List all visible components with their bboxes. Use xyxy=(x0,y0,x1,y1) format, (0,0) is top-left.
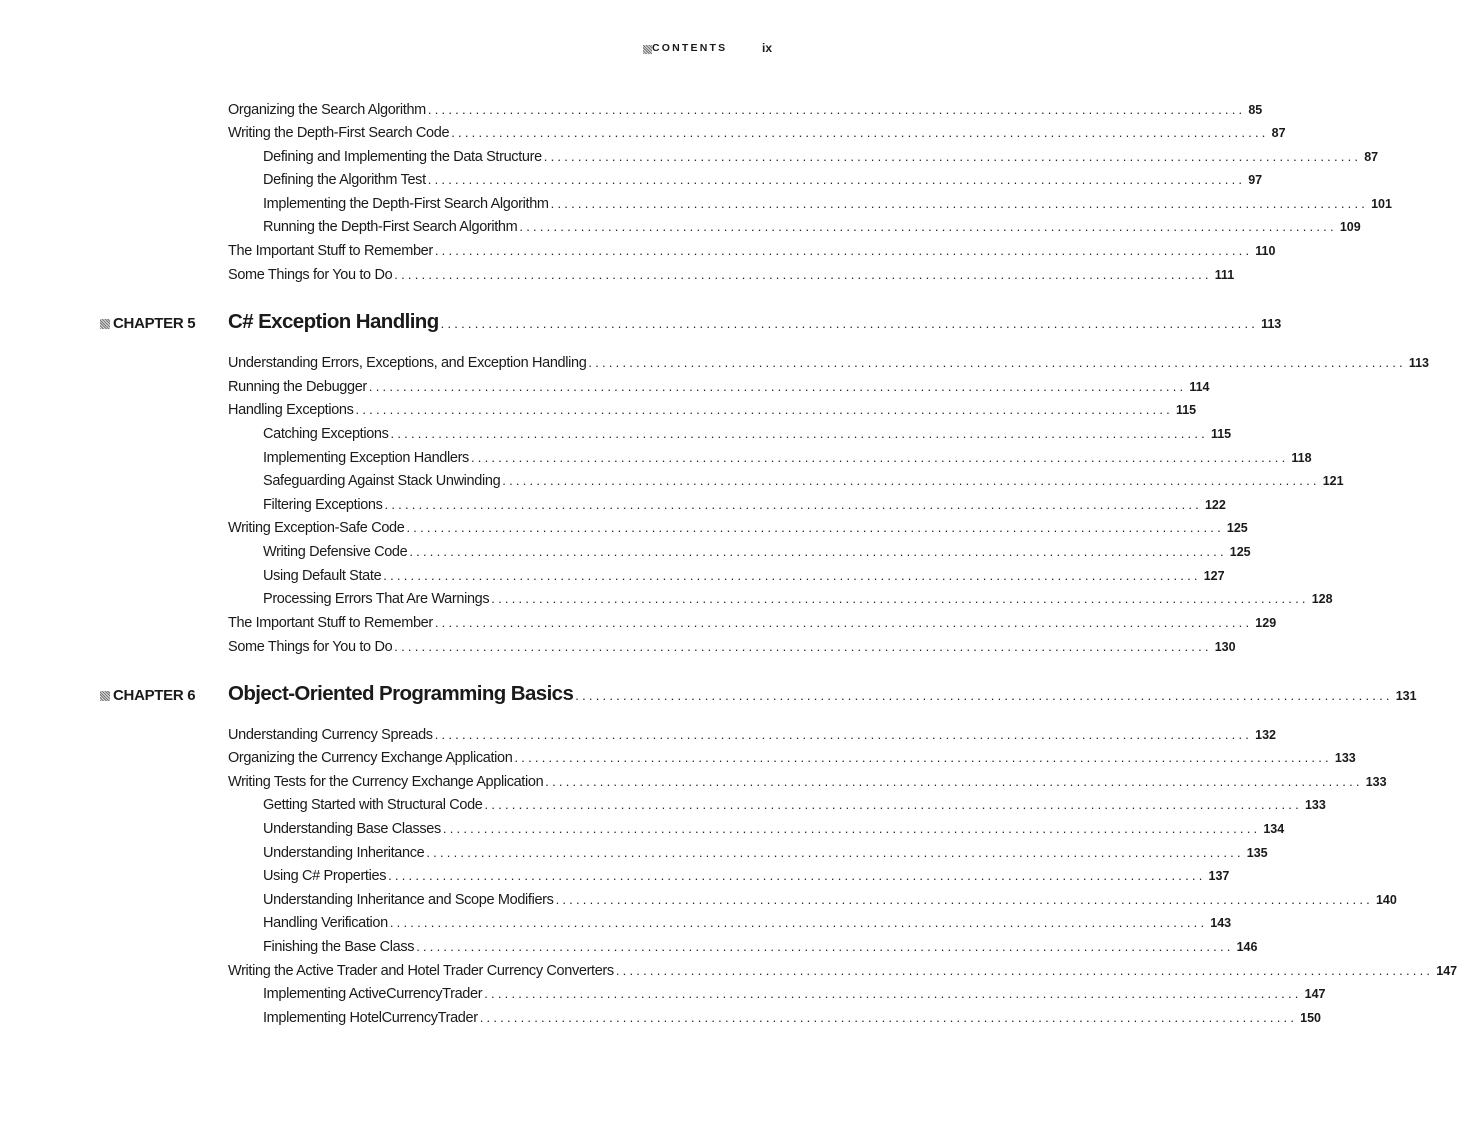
entry-page-number: 134 xyxy=(1263,822,1285,836)
dot-leader: ........................................................................................................................ xyxy=(491,591,1309,606)
entry-title: Defining and Implementing the Data Structure xyxy=(263,149,542,165)
entry-page-number: 130 xyxy=(1214,640,1236,654)
dot-leader: ........................................................................................................................ xyxy=(479,1010,1298,1025)
subsection-entry xyxy=(263,1009,1321,1027)
section-entry xyxy=(228,354,1430,372)
dot-leader: ........................................................................................................................ xyxy=(427,172,1246,187)
entry-page-number: 146 xyxy=(1236,940,1258,954)
entry-title: Implementing ActiveCurrencyTrader xyxy=(263,986,483,1002)
section-entry xyxy=(228,124,1286,142)
section-entry xyxy=(228,614,1277,632)
entry-title: C# Exception Handling xyxy=(228,310,439,333)
subsection-entry xyxy=(263,425,1232,443)
dot-leader: ........................................................................................................................ xyxy=(434,727,1253,742)
entry-page-number: 118 xyxy=(1291,451,1312,465)
subsection-entry xyxy=(263,938,1258,956)
entry-title: Understanding Inheritance and Scope Modifiers xyxy=(263,892,554,908)
entry-page-number: 127 xyxy=(1203,569,1225,583)
entry-page-number: 147 xyxy=(1304,987,1326,1001)
entry-page-number: 110 xyxy=(1255,244,1276,258)
dot-leader: ........................................................................................................................ xyxy=(555,892,1373,907)
entry-title: Filtering Exceptions xyxy=(263,497,383,513)
entry-title: Organizing the Search Algorithm xyxy=(228,102,426,118)
dot-leader: ........................................................................................................................ xyxy=(409,544,1227,559)
subsection-entry xyxy=(263,171,1263,189)
entry-title: Writing Exception-Safe Code xyxy=(228,520,405,536)
entry-title: Handling Exceptions xyxy=(228,402,354,418)
entry-page-number: 125 xyxy=(1229,545,1251,559)
section-entry xyxy=(228,401,1197,419)
subsection-entry xyxy=(263,496,1226,514)
entry-page-number: 133 xyxy=(1304,798,1326,812)
entry-title: The Important Stuff to Remember xyxy=(228,243,433,259)
subsection-entry xyxy=(263,195,1392,213)
entry-page-number: 143 xyxy=(1210,916,1232,930)
entry-page-number: 135 xyxy=(1246,846,1268,860)
dot-leader: ........................................................................................................................ xyxy=(355,402,1173,417)
entry-title: Implementing HotelCurrencyTrader xyxy=(263,1010,478,1026)
subsection-entry xyxy=(263,590,1333,608)
section-entry xyxy=(228,266,1235,284)
subsection-entry xyxy=(263,891,1397,909)
chapter-label xyxy=(100,315,195,332)
entry-page-number: 87 xyxy=(1364,150,1379,164)
section-entry xyxy=(228,773,1387,791)
entry-page-number: 114 xyxy=(1189,380,1210,394)
entry-page-number: 85 xyxy=(1248,103,1263,117)
running-head-section: CONTENTS xyxy=(652,42,728,54)
entry-title: Writing Defensive Code xyxy=(263,544,408,560)
dot-leader: ........................................................................................................................ xyxy=(484,986,1302,1001)
dot-leader: ........................................................................................................................ xyxy=(575,688,1393,703)
dot-leader: ........................................................................................................................ xyxy=(406,520,1224,535)
entry-page-number: 150 xyxy=(1300,1011,1321,1025)
dot-leader: ........................................................................................................................ xyxy=(394,639,1212,654)
entry-page-number: 111 xyxy=(1214,268,1235,282)
section-entry xyxy=(228,101,1263,119)
dot-leader: ........................................................................................................................ xyxy=(434,243,1253,258)
entry-page-number: 131 xyxy=(1395,689,1417,703)
subsection-entry xyxy=(263,985,1326,1003)
entry-title: Implementing the Depth-First Search Algorithm xyxy=(263,196,549,212)
dot-leader: ........................................................................................................................ xyxy=(440,316,1259,331)
section-entry xyxy=(228,519,1248,537)
running-head xyxy=(640,42,780,58)
section-entry xyxy=(228,726,1276,744)
section-entry xyxy=(228,749,1356,767)
entry-title: Understanding Errors, Exceptions, and Exception Handling xyxy=(228,355,587,371)
entry-page-number: 113 xyxy=(1261,317,1282,331)
entry-title: Writing the Depth-First Search Code xyxy=(228,125,450,141)
entry-page-number: 87 xyxy=(1271,126,1286,140)
entry-title: Some Things for You to Do xyxy=(228,639,393,655)
entry-page-number: 113 xyxy=(1408,356,1430,370)
page-number: ix xyxy=(761,41,772,55)
entry-title: Catching Exceptions xyxy=(263,426,389,442)
dot-leader: ........................................................................................................................ xyxy=(394,267,1212,282)
entry-page-number: 133 xyxy=(1365,775,1387,789)
dot-leader: ........................................................................................................................ xyxy=(426,845,1244,860)
section-entry xyxy=(228,962,1457,980)
entry-page-number: 129 xyxy=(1255,616,1277,630)
subsection-entry xyxy=(263,543,1251,561)
dot-leader: ........................................................................................................................ xyxy=(519,219,1337,234)
entry-title: Implementing Exception Handlers xyxy=(263,450,469,466)
subsection-entry xyxy=(263,472,1344,490)
subsection-entry xyxy=(263,218,1361,236)
entry-title: Handling Verification xyxy=(263,915,388,931)
subsection-entry xyxy=(263,796,1326,814)
subsection-entry xyxy=(263,820,1285,838)
subsection-entry xyxy=(263,449,1312,467)
chapter-number: CHAPTER 6 xyxy=(113,687,196,704)
dot-leader: ........................................................................................................................ xyxy=(427,102,1246,117)
dot-leader: ........................................................................................................................ xyxy=(451,125,1269,140)
entry-title: Safeguarding Against Stack Unwinding xyxy=(263,473,501,489)
entry-title: Writing the Active Trader and Hotel Trader Currency Converters xyxy=(228,963,614,979)
entry-title: Object-Oriented Programming Basics xyxy=(228,682,574,705)
subsection-entry xyxy=(263,567,1225,585)
entry-title: Running the Depth-First Search Algorithm xyxy=(263,219,518,235)
dot-leader: ........................................................................................................................ xyxy=(550,196,1369,211)
subsection-entry xyxy=(263,914,1232,932)
chapter-label xyxy=(100,687,195,704)
entry-page-number: 122 xyxy=(1204,498,1226,512)
dot-leader: ........................................................................................................................ xyxy=(416,939,1234,954)
chapter-entry xyxy=(228,682,1417,708)
entry-page-number: 140 xyxy=(1375,893,1397,907)
section-entry xyxy=(228,638,1236,656)
entry-title: Using C# Properties xyxy=(263,868,387,884)
dot-leader: ........................................................................................................................ xyxy=(434,615,1253,630)
entry-title: Running the Debugger xyxy=(228,379,367,395)
entry-page-number: 115 xyxy=(1210,427,1232,441)
entry-title: Understanding Inheritance xyxy=(263,845,425,861)
entry-title: Writing Tests for the Currency Exchange Application xyxy=(228,774,544,790)
subsection-entry xyxy=(263,148,1379,166)
dot-leader: ........................................................................................................................ xyxy=(502,473,1320,488)
entry-page-number: 97 xyxy=(1248,173,1263,187)
dot-leader: ........................................................................................................................ xyxy=(543,149,1362,164)
dot-leader: ........................................................................................................................ xyxy=(384,497,1202,512)
subsection-entry xyxy=(263,844,1268,862)
chapter-entry xyxy=(228,310,1282,336)
entry-page-number: 147 xyxy=(1436,964,1457,978)
entry-page-number: 121 xyxy=(1322,474,1344,488)
entry-title: Defining the Algorithm Test xyxy=(263,172,426,188)
dot-leader: ........................................................................................................................ xyxy=(484,797,1302,812)
subsection-entry xyxy=(263,867,1230,885)
entry-title: Getting Started with Structural Code xyxy=(263,797,483,813)
dot-leader: ........................................................................................................................ xyxy=(389,915,1208,930)
entry-title: The Important Stuff to Remember xyxy=(228,615,433,631)
entry-title: Using Default State xyxy=(263,568,382,584)
dot-leader: ........................................................................................................................ xyxy=(388,868,1206,883)
chapter-marker-icon xyxy=(100,319,110,329)
dot-leader: ........................................................................................................................ xyxy=(514,750,1332,765)
dot-leader: ........................................................................................................................ xyxy=(368,379,1187,394)
entry-title: Understanding Currency Spreads xyxy=(228,727,433,743)
entry-page-number: 132 xyxy=(1255,728,1276,742)
entry-page-number: 109 xyxy=(1339,220,1361,234)
entry-page-number: 133 xyxy=(1334,751,1356,765)
entry-title: Processing Errors That Are Warnings xyxy=(263,591,490,607)
dot-leader: ........................................................................................................................ xyxy=(588,355,1406,370)
section-marker-icon xyxy=(643,45,652,54)
entry-page-number: 128 xyxy=(1311,592,1333,606)
entry-page-number: 137 xyxy=(1208,869,1230,883)
entry-page-number: 101 xyxy=(1371,197,1392,211)
dot-leader: ........................................................................................................................ xyxy=(383,568,1201,583)
entry-page-number: 115 xyxy=(1175,403,1197,417)
chapter-marker-icon xyxy=(100,691,110,701)
dot-leader: ........................................................................................................................ xyxy=(545,774,1363,789)
section-entry xyxy=(228,242,1276,260)
entry-title: Finishing the Base Class xyxy=(263,939,415,955)
entry-title: Organizing the Currency Exchange Application xyxy=(228,750,513,766)
dot-leader: ........................................................................................................................ xyxy=(442,821,1261,836)
dot-leader: ........................................................................................................................ xyxy=(390,426,1208,441)
entry-page-number: 125 xyxy=(1226,521,1248,535)
section-entry xyxy=(228,378,1210,396)
dot-leader: ........................................................................................................................ xyxy=(615,963,1434,978)
entry-title: Some Things for You to Do xyxy=(228,267,393,283)
chapter-number: CHAPTER 5 xyxy=(113,315,196,332)
dot-leader: ........................................................................................................................ xyxy=(470,450,1289,465)
entry-title: Understanding Base Classes xyxy=(263,821,441,837)
